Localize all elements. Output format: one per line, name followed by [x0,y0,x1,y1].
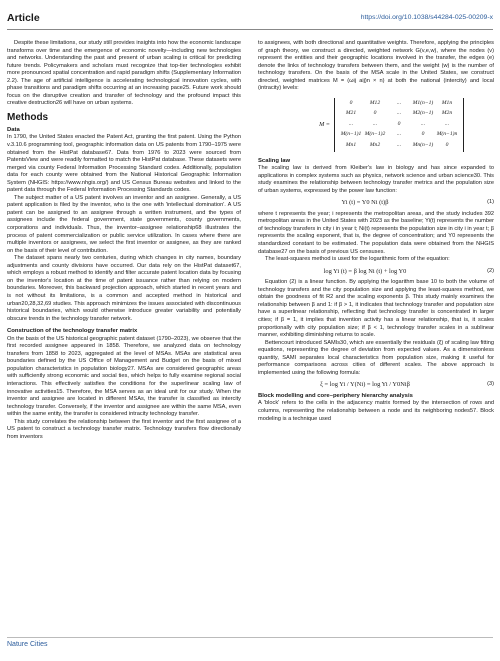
dataset-paragraph: The dataset spans nearly two centuries, during which changes in city names, boundary adjustments and county divisions have occurred. Our data rely on the HistPat dataset67, which employs a robust method to identify and filter accurate patent location data by focusing on the inventor's location at the time of patent issuance rather than relying on modern boundaries. Moreover, this backward projection approach, which started in recent years and is not without its limitations, is a common and accepted method in historical and urban20,28,32,69 studies. This approach minimizes the issues associated with discontinuous historical boundaries, which would otherwise introduce greater variability and potentially obscure trends in the technology transfer network. [7,255,241,322]
matrix-cell: M21 [345,110,357,117]
assignee-paragraph: The subject matter of a US patent involves an inventor and an assignee. Generally, a US patent application is filed by the inventor, who is the one with 'intellectual domination'. A US patent can be assigned to an assignee through a written instrument, and the types of assignees include the federal government, state governments, county governments, corporations and individuals. Thus, the inventor–assignee relationship68 illustrates the process of patent commercialization or public service utilization. In cases where there are multiple inventors or assignees, we select the first inventor or assignee, as they are ranked on the basis of their level of contribution. [7,194,241,254]
journal-name: Nature Cities [7,641,48,648]
matrix-cell: Mn2 [369,142,381,149]
data-heading: Data [7,126,20,133]
matrix-cell: M(n−1)1 [340,131,362,138]
equation-2-body: log Yi (t) = β log Ni (t) + log Y0 [323,267,407,275]
matrix-cell: Mn(n−1) [412,142,434,149]
matrix-cell: ... [348,120,354,127]
matrix-cell: 0 [397,120,401,127]
right-column [258,40,494,423]
matrix-cell: M(n−1)2 [364,131,386,138]
header-divider [7,29,493,30]
matrix-cell: ... [420,120,426,127]
equation-3-number: (3) [487,381,494,388]
equation-3-body: ξ = log Yi / Y(Ni) = log Yi / Y0Niβ [320,381,410,389]
matrix-cell: ... [396,110,402,117]
least-squares-paragraph: The least-squares method is used for the logarithmic form of the equation: [265,256,450,263]
discussion-paragraph: Despite these limitations, our study still provides insights into how the economic landscape transforms over time and the emergence of economic novelty—including new technologies and networks. Understanding the past and present of urban scaling is critical for predicting future trends. Policymakers and scholars must recognize that top-tier technologies exhibit more pronounced spatial concentration and rapid paradigm shifts (Supplementary Information 2.2). The age of artificial intelligence is accelerating technological innovation cycles, with phase transitions and paradigm shifts occurring at an increasing pace25. Future work should focus on the disruptive creation and transfer of technology and the profound impact this creative destruction26 will have on urban systems. [7,40,241,107]
equation-1-body: Yi (t) = Y0 Ni (t)β [341,199,389,207]
page-footer [7,640,493,654]
sami-paragraph: Bettencourt introduced SAMIs30, which are essentially the residuals (ξ) of scaling law fitting equations, representing the degree of deviation from expected values. As a dimensionless quantity, SAMI separates local characteristics from population size, making it useful for performance comparisons across cities of different scales. The above approach is implemented using the following formula: [258,339,494,376]
equation-1-number: (1) [487,199,494,206]
equation-3 [258,381,494,389]
matrix-cell: ... [444,120,450,127]
methods-heading: Methods [7,111,49,123]
scaling-law-heading: Scaling law [258,157,291,164]
transfer-matrix [334,98,464,152]
variables-paragraph: where t represents the year; i represents the metropolitan areas, and the study includes 392 metropolitan areas in the United States with 2023 as the baseline; Yi(t) represents the number of technology transfers in city i in year t; Ni(t) represents the population size in city i in year t; β represents the scaling exponent, that is, the degree of concentration; and Y0 represents the standardized constant to be estimated. The population data were obtained from the NHGIS database27 on the basis of previous US censuses. [258,210,494,255]
scaling-paragraph: The scaling law is derived from Kleiber's law in biology and has since expanded to applications in complex systems such as physics, network science and urban science30. This study examines the relationship between technology transfer metrics and the population size of urban systems, expressed by the power law function: [258,165,494,194]
matrix-cell: 0 [421,131,425,138]
matrix-equation [258,98,494,152]
construction-heading: Construction of the technology transfer matrix [7,328,138,335]
linear-function-paragraph: Equation (2) is a linear function. By applying the logarithm base 10 to both the volume of technology transfers and the city population size and applying the least-squares method, we obtain the goodness of fit R2 and the scaling exponents β. This study mainly examines the relationship between β and 1: if β > 1, it indicates that technology transfer and population size have a superlinear relationship, reflecting that technology transfer is concentrated in larger cities; if β = 1, it implies that invention activity has a linear relationship, that is, it scales proportionally with city population size; if β < 1, technology transfer scales in a sublinear manner, exhibiting diminishing returns to scale. [258,279,494,339]
construction-paragraph: On the basis of the US historical geographic patent dataset (1790–2023), we observe that the first recorded assignee appeared in 1858. Therefore, we analyzed data on technology transfers from 1858 to 2023, aggregated at the level of MSAs. MSAs are statistical area boundaries defined by the US Office of Management and Budget on the basis of mixed population characteristics in population biology27. MSAs are considered geographic areas with sufficiently strong economic and social ties, which helps to fully examine regional social interactions. This effectively satisfies the conditions for the superlinear scaling law of innovative activities15. Therefore, the MSA serves as an ideal unit for our study. When the inventor and assignee are located in different MSAs, the transfer is classified as intercity technology transfer. Conversely, if the inventor and assignee are within the same MSA, even within the same entity, the transfer is considered intracity technology transfer. [7,335,241,418]
matrix-cell: Mn1 [345,142,357,149]
matrix-cell: ... [396,131,402,138]
matrix-cell: ... [396,142,402,149]
matrix-cell: ... [372,120,378,127]
footer-divider [7,637,493,638]
matrix-cell: 0 [445,142,449,149]
data-paragraph: In 1790, the United States enacted the Patent Act, granting the first patent. Using the Python v.3.10.6 programming tool, geographic information data on US patents from 1790–1975 were obtained from the HistPat database67. Data from 1976 to 2023 were sourced from PatentsView and were readily formatted to match the HistPat database. These datasets were merged via county Federal Information Processing Standard codes. Additionally, population data for each county were obtained from the National Historical Geographic Information System (NHGIS: https://www.nhgis.org/) and US Census Bureau websites and linked to the patent data through the Federal Information Processing Standards codes. [7,134,241,194]
equation-2-number: (2) [487,267,494,274]
matrix-cell: M(n−1)n [436,131,458,138]
matrix-intro-paragraph: This study correlates the relationship between the first inventor and the first assignee of a US patent to construct a technology transfer matrix. Technology transfers flow directionally from inventors [7,418,241,440]
matrix-cell: ... [396,99,402,106]
article-label: Article [7,12,40,24]
matrix-cell: 0 [349,99,353,106]
matrix-cell: 0 [373,110,377,117]
page-header [7,8,493,30]
matrix-cell: M12 [369,99,381,106]
equation-1 [258,199,494,207]
doi-link[interactable]: https://doi.org/10.1038/s44284-025-00209-x [360,14,493,21]
equation-2 [258,268,494,276]
matrix-cell: M1(n−1) [412,99,434,106]
matrix-lhs: M = [319,120,330,128]
left-column [7,40,241,441]
block-paragraph: A 'block' refers to the cells in the adjacency matrix formed by the intersection of rows and columns, representing the relationship between a node and its neighboring nodes57. Block modeling is a technique used [258,400,494,422]
matrix-cell: M1n [441,99,453,106]
matrix-cell: M2n [441,110,453,117]
matrix-cell: M2(n−1) [412,110,434,117]
block-modelling-heading: Block modelling and core–periphery hierarchy analysis [258,392,413,399]
network-paragraph: to assignees, with both directional and quantitative weights. Therefore, applying the principles of graph theory, we construct a directed, weighted network G(v,e,w), where the nodes (v) represent the entities and their geographic locations involved in the transfer, the edges (e) denote the links of technology transfers between them, and the weight (w) is the number of technology transfers. On the basis of the MSA scale in the United States, we construct directed, weighted matrices M = (ωij aij)n × n) at both the national (intercity) and local (intracity) levels: [258,40,494,92]
